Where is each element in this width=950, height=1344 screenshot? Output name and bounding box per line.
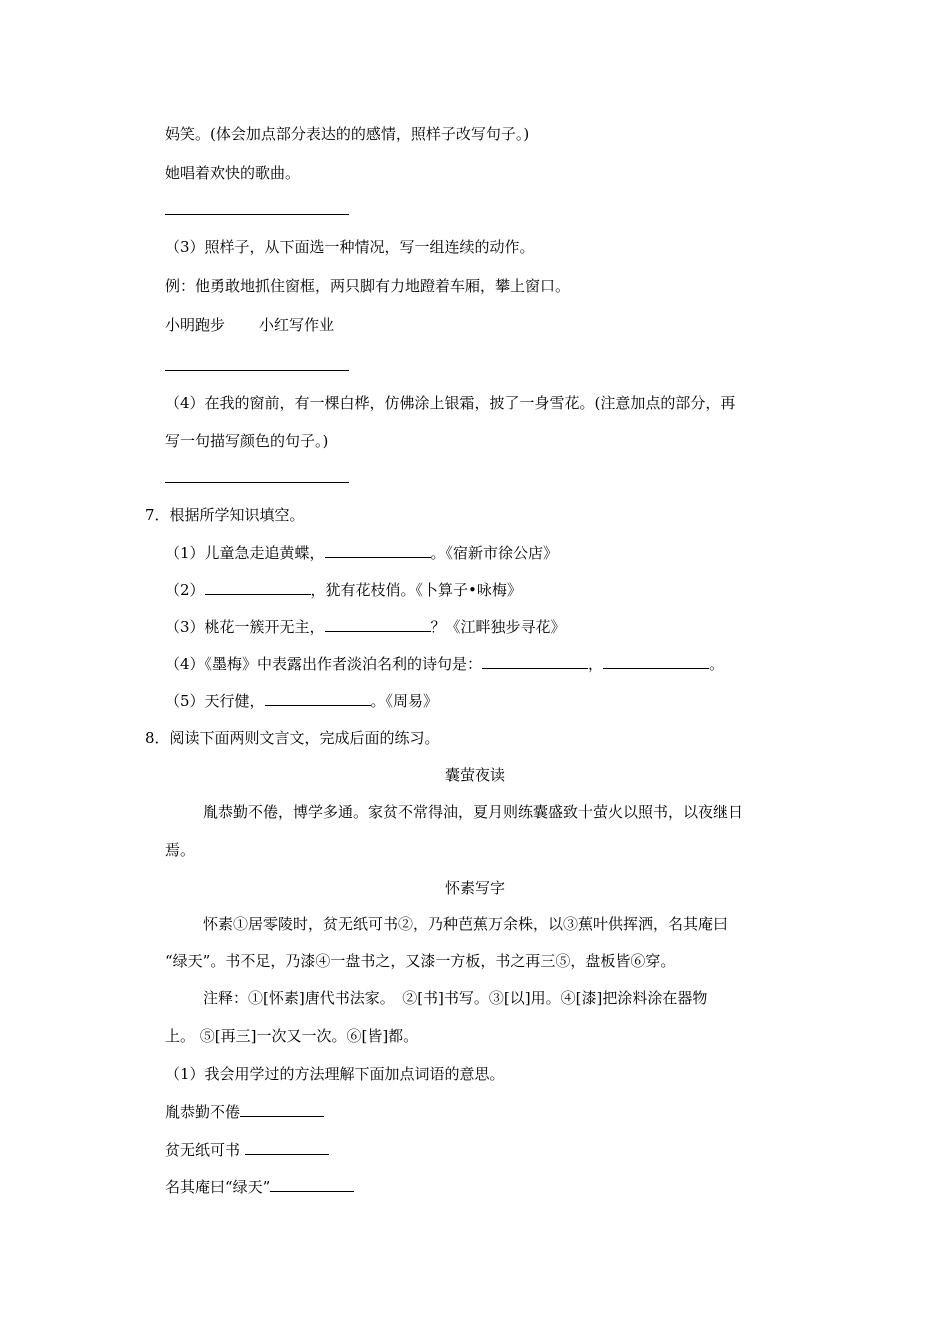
q7-item-4-post: 。 [709,655,725,673]
q7-item-5-pre: （5）天行健， [165,692,265,710]
q7-item-4-mid: ， [588,655,604,673]
answer-line[interactable] [165,482,349,483]
q7-item-3 [165,616,566,637]
passage-1-heading: 囊萤夜读 [444,766,505,784]
q7-item-3-post: ？《江畔独步寻花》 [430,618,566,636]
q7-title: 7．根据所学知识填空。 [145,506,305,524]
fill-blank[interactable] [603,653,709,669]
q8-sub1-item-1 [165,1101,324,1122]
q6-part4-line1: （4）在我的窗前，有一棵白桦，仿佛涂上银霜，披了一身雪花。(注意加点的部分，再 [165,394,736,412]
passage-2-line1: 怀素①居零陵时，贫无纸可书②，乃种芭蕉万余株，以③蕉叶供挥洒，名其庵曰 [203,915,729,933]
q8-sub1-item-3-label: 名其庵曰“绿天” [165,1178,271,1196]
q6-part2-sentence: 她唱着欢快的歌曲。 [165,164,301,182]
passage-1-line1: 胤恭勤不倦，博学多通。家贫不常得油，夏月则练囊盛致十萤火以照书，以夜继日 [203,803,744,821]
q6-part3-option-2: 小红写作业 [259,316,335,334]
passage-2-note2: 上。 ⑤[再三]一次又一次。⑥[皆]都。 [165,1027,419,1045]
fill-blank[interactable] [325,616,431,632]
q7-item-4-pre: （4）《墨梅》中表露出作者淡泊名利的诗句是： [165,655,483,673]
passage-1-line2: 焉。 [165,841,196,859]
q7-item-1-post: 。《宿新市徐公店》 [430,544,559,562]
fill-blank[interactable] [265,690,371,706]
fill-blank[interactable] [240,1101,324,1117]
q7-item-2 [165,579,522,600]
q8-sub1-item-2 [165,1139,329,1160]
q7-item-4 [165,653,724,674]
passage-2-heading: 怀素写字 [444,879,505,897]
q7-item-2-pre: （2） [165,581,205,599]
q8-sub1-prompt: （1）我会用学过的方法理解下面加点词语的意思。 [165,1065,505,1083]
fill-blank[interactable] [245,1139,329,1155]
passage-2-line2: “绿天”。书不足，乃漆④一盘书之，又漆一方板，书之再三⑤，盘板皆⑥穿。 [165,952,676,970]
q8-sub1-item-3 [165,1176,354,1197]
fill-blank[interactable] [205,579,311,595]
fill-blank[interactable] [482,653,588,669]
q8-sub1-item-1-label: 胤恭勤不倦 [165,1103,241,1121]
q6-part3-prompt: （3）照样子，从下面选一种情况，写一组连续的动作。 [165,238,535,256]
fill-blank[interactable] [325,542,431,558]
q7-item-3-pre: （3）桃花一簇开无主， [165,618,325,636]
q7-item-2-post: ，犹有花枝俏。《卜算子•咏梅》 [310,581,522,599]
q6-part4-line2: 写一句描写颜色的句子。) [165,432,329,450]
q7-item-1-pre: （1）儿童急走追黄蝶， [165,544,325,562]
q8-title: 8．阅读下面两则文言文，完成后面的练习。 [145,729,440,747]
q8-sub1-item-2-label: 贫无纸可书 [165,1141,245,1159]
q6-part3-option-1: 小明跑步 [165,316,226,334]
q7-item-5 [165,690,438,711]
answer-line[interactable] [165,214,349,215]
answer-line[interactable] [165,370,349,371]
q6-part2-instruction: 妈笑。(体会加点部分表达的的感情，照样子改写句子。) [165,125,530,143]
q7-item-5-post: 。《周易》 [370,692,439,710]
q6-part3-example: 例：他勇敢地抓住窗框，两只脚有力地蹬着车厢，攀上窗口。 [165,277,571,295]
fill-blank[interactable] [270,1176,354,1192]
q7-item-1 [165,542,558,563]
passage-2-note1: 注释：①[怀素]唐代书法家。 ②[书]书写。③[以]用。④[漆]把涂料涂在器物 [203,989,708,1007]
